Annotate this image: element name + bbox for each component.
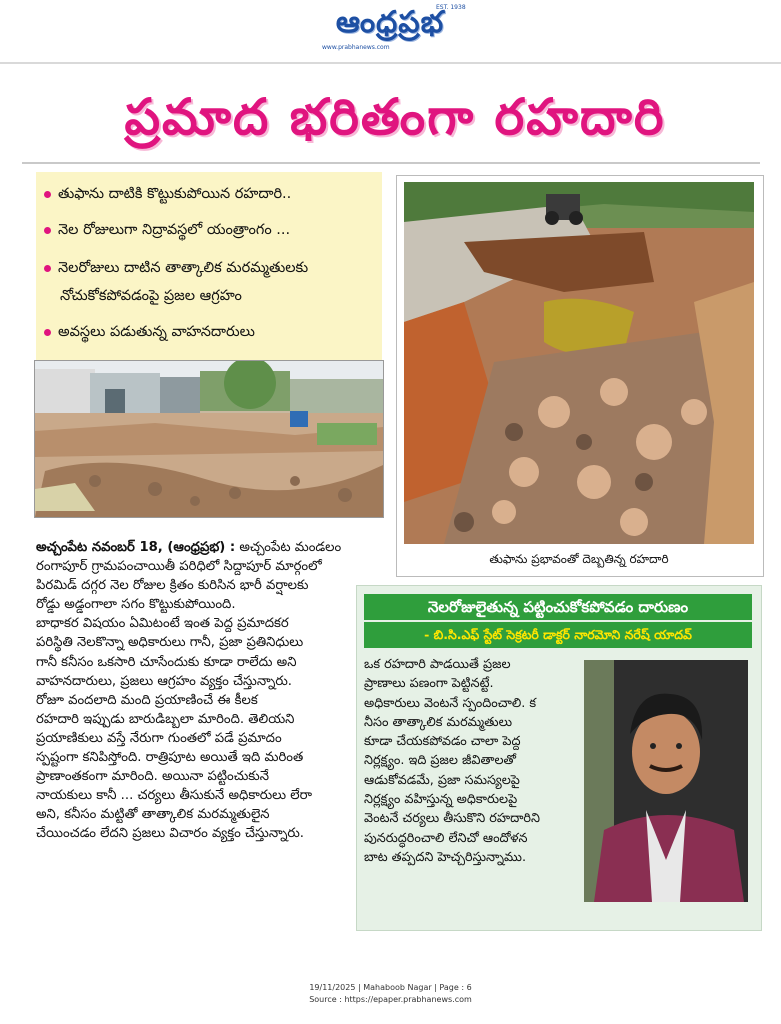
quote-line: వెంటనే చర్యలు తీసుకొని రహదారిని (364, 811, 540, 827)
masthead-est: EST. 1938 (436, 4, 466, 11)
quote-title: నెలరోజులైతున్న పట్టించుకోకపోవడం దారుణం (364, 594, 752, 620)
quote-line: పునరుద్ధరించాలి లేనిచో ఆందోళన (364, 830, 528, 846)
village-road-photo (34, 360, 384, 518)
article-line: వాహనదారులు, ప్రజలు ఆగ్రహం వ్యక్తం చేస్తున్నారు. (36, 673, 292, 689)
article-line: అని, కనీసం మట్టితో తాత్కాలిక మరమ్మతులైన (36, 807, 270, 823)
highlight-item: అవస్థలు పడుతున్న వాహనదారులు (44, 322, 255, 342)
article-line: పిరమిడ్ దగ్గర నెల రోజుల క్రితం కురిసిన భారీ వర్షాలకు (36, 578, 309, 594)
article-line: ప్రాణాంతకంగా మారింది. అయినా పట్టించుకునే (36, 769, 269, 785)
quote-line: అధికారులు వెంటనే స్పందించాలి. క (364, 695, 537, 711)
article-line: అచ్చంపేట నవంబర్ 18, (ఆంధ్రప్రభ) : అచ్చంపేట మండలం (36, 540, 342, 555)
quote-line: ఒక రహదారి పాడయితే ప్రజల (364, 657, 511, 672)
photo-caption: తుఫాను ప్రభావంతో దెబ్బతిన్న రహదారి (489, 552, 669, 566)
article-line: రోజూ వందలాది మంది ప్రయాణించే ఈ కీలక (36, 692, 258, 708)
dateline: అచ్చంపేట నవంబర్ 18, (ఆంధ్రప్రభ) : (36, 540, 236, 555)
article-line: స్పష్టంగా కనిపిస్తోంది. రాత్రిపూట అయితే ఇది మరింత (36, 750, 304, 766)
article-line: నాయకులు కానీ ... చర్యలు తీసుకునే అధికారులు లేరా (36, 788, 312, 804)
bullet-icon (44, 329, 51, 336)
masthead-logo: ఆంధ్రప్రభ (335, 5, 445, 40)
highlight-item: నెలరోజులు దాటిన తాత్కాలిక మరమ్మతులకు (44, 258, 308, 278)
damaged-road-photo (404, 182, 754, 544)
quote-line: ఆడుకోవడమే, ప్రజా సమస్యలపై (364, 772, 520, 788)
footer-source: Source : https://epaper.prabhanews.com (309, 995, 472, 1004)
quote-speaker: - బి.సి.ఎఫ్ స్టేట్ సెక్రటరీ డాక్టర్ నారమోని నరేష్ యాదవ్ (364, 622, 752, 648)
quote-line: నిర్లక్ష్యం వహిస్తున్న అధికారులపై (364, 792, 518, 808)
damaged-road-illustration (404, 182, 754, 544)
footer-edition: 19/11/2025 | Mahaboob Nagar | Page : 6 (309, 983, 472, 992)
highlights-box (36, 172, 382, 360)
quote-text (364, 655, 584, 867)
highlight-item: నెల రోజులుగా నిద్రావస్థలో యంత్రాంగం ... (44, 220, 290, 240)
article-body (36, 538, 390, 844)
highlight-item: తుఫాను దాటికి కొట్టుకుపోయిన రహదారి.. (44, 184, 291, 204)
highlight-item-continued: నోచుకోకపోవడంపై ప్రజల ఆగ్రహం (60, 288, 242, 304)
article-line: రోడ్డు అడ్డంగాలా సగం కొట్టుకుపోయింది. (36, 597, 236, 613)
bullet-icon (44, 227, 51, 234)
page-headline: ప్రమాద భరితంగా రహదారి (124, 88, 666, 146)
article-line: గానీ కనీసం ఒకసారి చూసేందుకు కూడా రాలేదు అని (36, 654, 297, 670)
article-line: ప్రయాణికులు వస్తే నేరుగా గుంతలో పడే ప్రమాదం (36, 730, 282, 746)
article-line: చేయించడం లేదని ప్రజలు విచారం వ్యక్తం చేస్తున్నారు. (36, 826, 304, 842)
bullet-icon (44, 265, 51, 272)
masthead-url: www.prabhanews.com (322, 44, 390, 51)
village-road-illustration (35, 361, 383, 517)
speaker-portrait-illustration (584, 660, 748, 902)
bullet-icon (44, 191, 51, 198)
quote-line: కూడా చేయకపోవడం చాలా పెద్ద (364, 734, 521, 750)
article-line: రంగాపూర్ గ్రామపంచాయితీ పరిధిలో సిద్దాపూర్ మార్గంలో (36, 559, 322, 575)
article-line: రహదారి ఇప్పుడు బారుడిబ్బలా మారింది. తెలియని (36, 711, 295, 727)
article-line: బాధాకర విషయం ఏమిటంటే ఇంత పెద్ద ప్రమాదకర (36, 616, 289, 632)
speaker-portrait (584, 660, 748, 902)
article-line: పరిస్థితి నెలకొన్నా అధికారులు గానీ, ప్రజా ప్రతినిధులు (36, 635, 304, 651)
quote-line: ప్రాణాలు పణంగా పెట్టినట్టే. (364, 676, 494, 692)
quote-line: నిర్లక్ష్యం. ఇది ప్రజల జీవితాలతో (364, 753, 517, 769)
masthead-divider (0, 62, 781, 64)
quote-line: బాట తప్పదని హెచ్చరిస్తున్నాము. (364, 849, 527, 865)
quote-line: నీసం తాత్కాలిక మరమ్మతులు (364, 714, 513, 730)
